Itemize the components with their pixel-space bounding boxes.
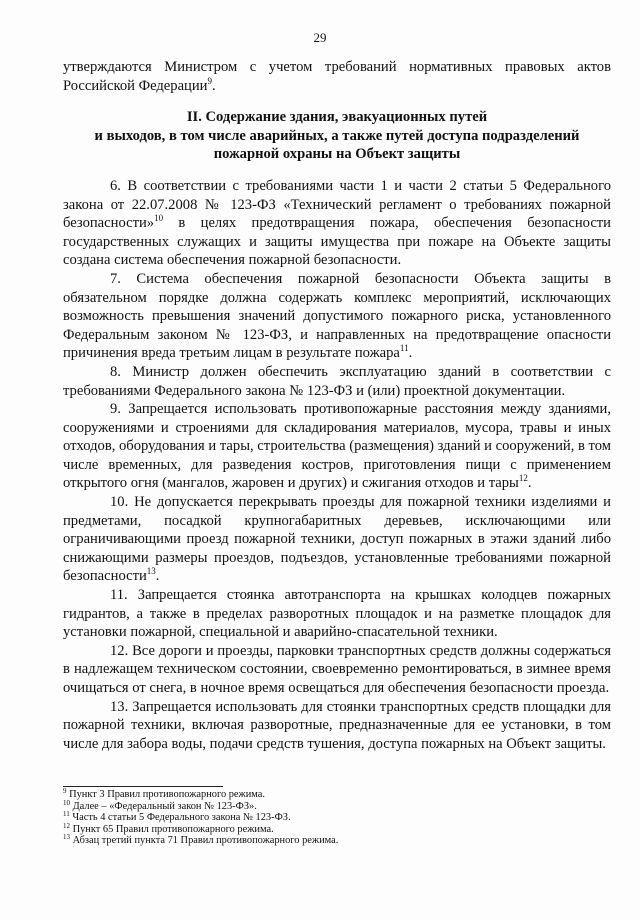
page-number: 29 — [313, 30, 327, 45]
footnote: $^{10}$ Далее – «Федеральный закон № 123-ФЗ». — [63, 798, 257, 812]
footnote-ref: 10 — [154, 213, 164, 224]
footnote: $^{11}$ Часть 4 статьи 5 Федерального закона № 123-ФЗ. — [63, 810, 291, 824]
paragraph-11: 11. Запрещается стоянка автотранспорта на крышках колодцев пожарных гидрантов, а также в пределах разворотных площадок и на разметке площадок для установки пожарной, специальной и аварийно-спасательной техники. — [63, 587, 611, 641]
footnote-ref: 13 — [146, 566, 156, 577]
footnote: $^9$ Пункт 3 Правил противопожарного режима. — [63, 787, 266, 800]
footnote-ref: 11 — [399, 343, 409, 354]
paragraph-9: 9. Запрещается использовать противопожарные расстояния между зданиями, сооружениями и строениями для складирования материалов, мусора, травы и иных отходов, оборудования и тары, строительства (размещения) зданий и сооружений, в том числе временных, для разведения костров, приготовления пищи с применением открытого огня (мангалов, жаровен и других) и сжигания отходов и тары$^{12}$. — [63, 401, 611, 492]
footnote: $^{13}$ Абзац третий пункта 71 Правил противопожарного режима. — [63, 833, 339, 847]
paragraph-13: 13. Запрещается использовать для стоянки транспортных средств площадки для пожарной техники, включая разворотные, предназначенные для ее установки, в том числе для забора воды, подачи средств тушения, доступа пожарных на Объект защиты. — [63, 698, 611, 752]
intro-paragraph: утверждаются Министром с учетом требований нормативных правовых актов Российской Федерации$^9$. — [63, 59, 611, 94]
heading-line: пожарной охраны на Объект защиты — [213, 146, 461, 163]
footnote-ref: 12 — [518, 473, 528, 484]
paragraph-8: 8. Министр должен обеспечить эксплуатацию зданий в соответствии с требованиями Федерального закона № 123-ФЗ и (или) проектной документации. — [63, 363, 611, 399]
footnote: $^{12}$ Пункт 65 Правил противопожарного режима. — [63, 821, 274, 835]
heading-line: и выходов, в том числе аварийных, а также путей доступа подразделений — [94, 127, 580, 144]
paragraph-10: 10. Не допускается перекрывать проезды для пожарной техники изделиями и предметами, посадкой крупногабаритных деревьев, исключающими или ограничивающими проезд пожарной техники, доступ пожарных в этажи зданий либо снижающими размеры проездов, подъездов, установленные требованиями пожарной безопасности$^{13}$. — [63, 494, 611, 585]
footnotes — [63, 789, 611, 847]
document-body — [63, 58, 611, 753]
heading-line: II. Содержание здания, эвакуационных путей — [186, 109, 488, 126]
paragraph-7: 7. Система обеспечения пожарной безопасности Объекта защиты в обязательном порядке должна содержать комплекс мероприятий, исключающих возможность превышения значений допустимого пожарного риска, установленного Федеральным законом № 123-ФЗ, и направленных на предотвращение опасности причинения вреда третьим лицам в результате пожара$^{11}$. — [63, 270, 611, 362]
footnote-divider — [63, 786, 223, 787]
paragraph-6: 6. В соответствии с требованиями части 1 и части 2 статьи 5 Федерального закона от 22.07.2008 № 123-ФЗ «Технический регламент о требованиях пожарной безопасности»$^{10}$ в целях предотвращения пожара, обеспечения безопасности государственных служащих и защиты имущества при пожаре на Объекте защиты создана система обеспечения пожарной безопасности. — [63, 177, 611, 269]
section-heading — [63, 108, 611, 164]
footnote-ref: 9 — [207, 75, 212, 86]
paragraph-12: 12. Все дороги и проезды, парковки транспортных средств должны содержаться в надлежащем техническом состоянии, своевременно ремонтироваться, в зимнее время очищаться от снега, в ночное время освещаться для обеспечения безопасности проезда. — [63, 642, 611, 696]
